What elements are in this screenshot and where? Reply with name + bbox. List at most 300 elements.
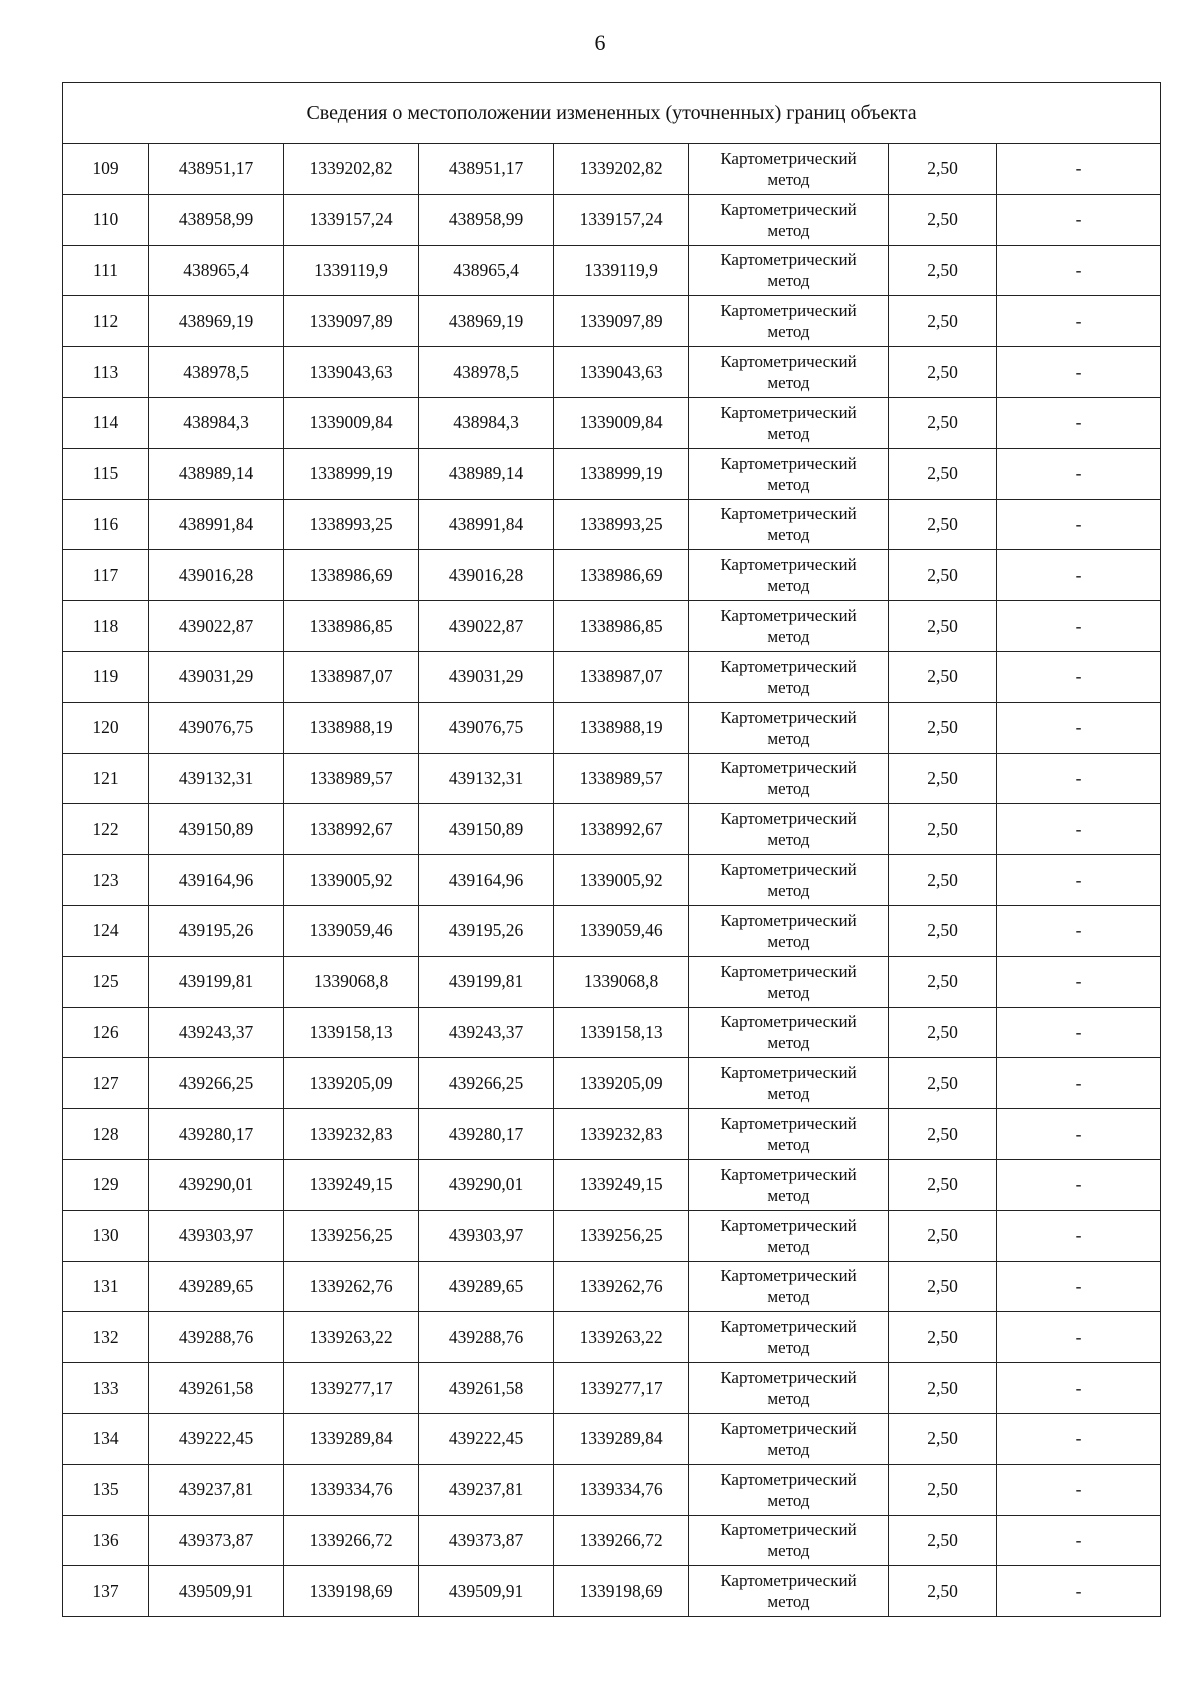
point-number-cell: 118 xyxy=(63,601,149,652)
method-cell xyxy=(689,397,889,448)
table-row xyxy=(63,1413,1161,1464)
method-line-1: Картометрический xyxy=(720,656,857,676)
existing-y-cell: 1339262,76 xyxy=(284,1261,419,1312)
point-number-cell: 132 xyxy=(63,1312,149,1363)
table-row xyxy=(63,1261,1161,1312)
existing-x-cell: 439280,17 xyxy=(149,1109,284,1160)
existing-y-cell: 1338986,85 xyxy=(284,601,419,652)
method-line-2: метод xyxy=(767,271,810,291)
point-number-cell: 133 xyxy=(63,1363,149,1414)
refined-x-cell: 439132,31 xyxy=(419,753,554,804)
table-row xyxy=(63,499,1161,550)
method-cell xyxy=(689,753,889,804)
accuracy-cell: 2,50 xyxy=(889,245,997,296)
refined-y-cell: 1339157,24 xyxy=(554,194,689,245)
point-number-cell: 111 xyxy=(63,245,149,296)
point-number-cell: 125 xyxy=(63,956,149,1007)
accuracy-cell: 2,50 xyxy=(889,499,997,550)
table-row xyxy=(63,956,1161,1007)
method-line-2: метод xyxy=(767,728,810,748)
existing-y-cell: 1339158,13 xyxy=(284,1007,419,1058)
point-number-cell: 129 xyxy=(63,1159,149,1210)
accuracy-cell: 2,50 xyxy=(889,702,997,753)
refined-x-cell: 439373,87 xyxy=(419,1515,554,1566)
existing-y-cell: 1339059,46 xyxy=(284,905,419,956)
existing-y-cell: 1339005,92 xyxy=(284,855,419,906)
method-line-2: метод xyxy=(767,1541,810,1561)
existing-x-cell: 438991,84 xyxy=(149,499,284,550)
refined-y-cell: 1339232,83 xyxy=(554,1109,689,1160)
table-row xyxy=(63,550,1161,601)
description-cell: - xyxy=(997,194,1161,245)
refined-x-cell: 439266,25 xyxy=(419,1058,554,1109)
method-line-2: метод xyxy=(767,474,810,494)
method-cell xyxy=(689,804,889,855)
table-row xyxy=(63,1566,1161,1617)
method-line-2: метод xyxy=(767,1287,810,1307)
table-row xyxy=(63,1007,1161,1058)
accuracy-cell: 2,50 xyxy=(889,1007,997,1058)
method-line-2: метод xyxy=(767,931,810,951)
table-row xyxy=(63,1515,1161,1566)
method-cell xyxy=(689,651,889,702)
method-line-2: метод xyxy=(767,1490,810,1510)
accuracy-cell: 2,50 xyxy=(889,296,997,347)
point-number-cell: 112 xyxy=(63,296,149,347)
method-line-1: Картометрический xyxy=(720,199,857,219)
method-line-2: метод xyxy=(767,982,810,1002)
accuracy-cell: 2,50 xyxy=(889,601,997,652)
point-number-cell: 128 xyxy=(63,1109,149,1160)
existing-x-cell: 438978,5 xyxy=(149,347,284,398)
table-row xyxy=(63,296,1161,347)
refined-x-cell: 439022,87 xyxy=(419,601,554,652)
existing-x-cell: 439199,81 xyxy=(149,956,284,1007)
existing-y-cell: 1339097,89 xyxy=(284,296,419,347)
method-line-2: метод xyxy=(767,830,810,850)
method-line-1: Картометрический xyxy=(720,1012,857,1032)
accuracy-cell: 2,50 xyxy=(889,1413,997,1464)
refined-x-cell: 439509,91 xyxy=(419,1566,554,1617)
method-line-2: метод xyxy=(767,1389,810,1409)
refined-y-cell: 1339068,8 xyxy=(554,956,689,1007)
refined-x-cell: 438951,17 xyxy=(419,144,554,195)
accuracy-cell: 2,50 xyxy=(889,651,997,702)
existing-y-cell: 1339198,69 xyxy=(284,1566,419,1617)
accuracy-cell: 2,50 xyxy=(889,144,997,195)
description-cell: - xyxy=(997,448,1161,499)
method-cell xyxy=(689,1210,889,1261)
method-line-1: Картометрический xyxy=(720,555,857,575)
method-cell xyxy=(689,144,889,195)
method-cell xyxy=(689,1464,889,1515)
method-line-1: Картометрический xyxy=(720,301,857,321)
method-cell xyxy=(689,601,889,652)
method-line-1: Картометрический xyxy=(720,961,857,981)
description-cell: - xyxy=(997,855,1161,906)
existing-y-cell: 1338988,19 xyxy=(284,702,419,753)
refined-y-cell: 1339158,13 xyxy=(554,1007,689,1058)
existing-y-cell: 1339289,84 xyxy=(284,1413,419,1464)
refined-y-cell: 1339198,69 xyxy=(554,1566,689,1617)
refined-x-cell: 439222,45 xyxy=(419,1413,554,1464)
table-row xyxy=(63,804,1161,855)
refined-y-cell: 1339202,82 xyxy=(554,144,689,195)
point-number-cell: 137 xyxy=(63,1566,149,1617)
point-number-cell: 136 xyxy=(63,1515,149,1566)
refined-y-cell: 1339334,76 xyxy=(554,1464,689,1515)
description-cell: - xyxy=(997,550,1161,601)
point-number-cell: 131 xyxy=(63,1261,149,1312)
existing-x-cell: 438951,17 xyxy=(149,144,284,195)
accuracy-cell: 2,50 xyxy=(889,347,997,398)
method-line-1: Картометрический xyxy=(720,504,857,524)
method-line-1: Картометрический xyxy=(720,1266,857,1286)
point-number-cell: 109 xyxy=(63,144,149,195)
method-cell xyxy=(689,1413,889,1464)
existing-x-cell: 439509,91 xyxy=(149,1566,284,1617)
refined-y-cell: 1339119,9 xyxy=(554,245,689,296)
description-cell: - xyxy=(997,1312,1161,1363)
accuracy-cell: 2,50 xyxy=(889,1363,997,1414)
existing-x-cell: 439076,75 xyxy=(149,702,284,753)
point-number-cell: 126 xyxy=(63,1007,149,1058)
method-cell xyxy=(689,448,889,499)
description-cell: - xyxy=(997,753,1161,804)
existing-x-cell: 439373,87 xyxy=(149,1515,284,1566)
method-line-2: метод xyxy=(767,1592,810,1612)
method-cell xyxy=(689,905,889,956)
refined-y-cell: 1339262,76 xyxy=(554,1261,689,1312)
existing-y-cell: 1339232,83 xyxy=(284,1109,419,1160)
refined-y-cell: 1339289,84 xyxy=(554,1413,689,1464)
refined-y-cell: 1339263,22 xyxy=(554,1312,689,1363)
table-row xyxy=(63,144,1161,195)
existing-x-cell: 439132,31 xyxy=(149,753,284,804)
refined-x-cell: 439303,97 xyxy=(419,1210,554,1261)
accuracy-cell: 2,50 xyxy=(889,194,997,245)
method-cell xyxy=(689,702,889,753)
existing-y-cell: 1339256,25 xyxy=(284,1210,419,1261)
refined-y-cell: 1338987,07 xyxy=(554,651,689,702)
method-cell xyxy=(689,956,889,1007)
existing-y-cell: 1338993,25 xyxy=(284,499,419,550)
table-row xyxy=(63,347,1161,398)
existing-x-cell: 439288,76 xyxy=(149,1312,284,1363)
method-line-1: Картометрический xyxy=(720,352,857,372)
description-cell: - xyxy=(997,296,1161,347)
existing-x-cell: 438965,4 xyxy=(149,245,284,296)
existing-y-cell: 1339068,8 xyxy=(284,956,419,1007)
table-title: Сведения о местоположении измененных (уточненных) границ объекта xyxy=(63,83,1161,144)
method-cell xyxy=(689,1007,889,1058)
accuracy-cell: 2,50 xyxy=(889,1515,997,1566)
description-cell: - xyxy=(997,1464,1161,1515)
description-cell: - xyxy=(997,601,1161,652)
refined-x-cell: 439150,89 xyxy=(419,804,554,855)
method-cell xyxy=(689,1261,889,1312)
method-line-2: метод xyxy=(767,1185,810,1205)
existing-y-cell: 1338999,19 xyxy=(284,448,419,499)
existing-y-cell: 1339263,22 xyxy=(284,1312,419,1363)
refined-x-cell: 439164,96 xyxy=(419,855,554,906)
refined-y-cell: 1339005,92 xyxy=(554,855,689,906)
method-cell xyxy=(689,1566,889,1617)
refined-y-cell: 1339009,84 xyxy=(554,397,689,448)
method-line-1: Картометрический xyxy=(720,910,857,930)
method-line-2: метод xyxy=(767,1084,810,1104)
method-cell xyxy=(689,1312,889,1363)
point-number-cell: 130 xyxy=(63,1210,149,1261)
method-line-2: метод xyxy=(767,1439,810,1459)
existing-x-cell: 439164,96 xyxy=(149,855,284,906)
existing-y-cell: 1339119,9 xyxy=(284,245,419,296)
point-number-cell: 115 xyxy=(63,448,149,499)
accuracy-cell: 2,50 xyxy=(889,1464,997,1515)
table-row xyxy=(63,855,1161,906)
refined-y-cell: 1338988,19 xyxy=(554,702,689,753)
table-row xyxy=(63,1058,1161,1109)
point-number-cell: 120 xyxy=(63,702,149,753)
table-row xyxy=(63,1312,1161,1363)
point-number-cell: 121 xyxy=(63,753,149,804)
existing-y-cell: 1339266,72 xyxy=(284,1515,419,1566)
refined-x-cell: 439288,76 xyxy=(419,1312,554,1363)
refined-x-cell: 438978,5 xyxy=(419,347,554,398)
method-line-1: Картометрический xyxy=(720,758,857,778)
description-cell: - xyxy=(997,1007,1161,1058)
refined-x-cell: 439243,37 xyxy=(419,1007,554,1058)
method-line-1: Картометрический xyxy=(720,1469,857,1489)
refined-y-cell: 1339059,46 xyxy=(554,905,689,956)
method-line-1: Картометрический xyxy=(720,707,857,727)
point-number-cell: 122 xyxy=(63,804,149,855)
method-cell xyxy=(689,347,889,398)
existing-x-cell: 439022,87 xyxy=(149,601,284,652)
method-line-1: Картометрический xyxy=(720,1368,857,1388)
existing-x-cell: 439016,28 xyxy=(149,550,284,601)
method-line-1: Картометрический xyxy=(720,1114,857,1134)
description-cell: - xyxy=(997,702,1161,753)
method-line-2: метод xyxy=(767,779,810,799)
existing-y-cell: 1339043,63 xyxy=(284,347,419,398)
refined-y-cell: 1338993,25 xyxy=(554,499,689,550)
refined-y-cell: 1339043,63 xyxy=(554,347,689,398)
point-number-cell: 113 xyxy=(63,347,149,398)
method-cell xyxy=(689,296,889,347)
method-line-2: метод xyxy=(767,220,810,240)
refined-x-cell: 438958,99 xyxy=(419,194,554,245)
existing-x-cell: 439266,25 xyxy=(149,1058,284,1109)
method-cell xyxy=(689,550,889,601)
accuracy-cell: 2,50 xyxy=(889,804,997,855)
table-row xyxy=(63,448,1161,499)
table-title-row xyxy=(63,83,1161,144)
refined-y-cell: 1339097,89 xyxy=(554,296,689,347)
table-row xyxy=(63,1464,1161,1515)
existing-x-cell: 439237,81 xyxy=(149,1464,284,1515)
method-cell xyxy=(689,499,889,550)
table-row xyxy=(63,1363,1161,1414)
method-line-1: Картометрический xyxy=(720,1164,857,1184)
table-body xyxy=(63,144,1161,1617)
refined-x-cell: 439199,81 xyxy=(419,956,554,1007)
method-cell xyxy=(689,245,889,296)
refined-x-cell: 438989,14 xyxy=(419,448,554,499)
refined-x-cell: 438965,4 xyxy=(419,245,554,296)
point-number-cell: 135 xyxy=(63,1464,149,1515)
existing-x-cell: 439195,26 xyxy=(149,905,284,956)
method-line-2: метод xyxy=(767,373,810,393)
description-cell: - xyxy=(997,245,1161,296)
description-cell: - xyxy=(997,651,1161,702)
refined-y-cell: 1339266,72 xyxy=(554,1515,689,1566)
method-line-1: Картометрический xyxy=(720,860,857,880)
refined-y-cell: 1338986,85 xyxy=(554,601,689,652)
description-cell: - xyxy=(997,499,1161,550)
method-cell xyxy=(689,194,889,245)
point-number-cell: 110 xyxy=(63,194,149,245)
method-line-1: Картометрический xyxy=(720,1215,857,1235)
existing-x-cell: 438984,3 xyxy=(149,397,284,448)
existing-x-cell: 439303,97 xyxy=(149,1210,284,1261)
existing-y-cell: 1339157,24 xyxy=(284,194,419,245)
existing-y-cell: 1339277,17 xyxy=(284,1363,419,1414)
refined-y-cell: 1339277,17 xyxy=(554,1363,689,1414)
point-number-cell: 117 xyxy=(63,550,149,601)
point-number-cell: 124 xyxy=(63,905,149,956)
method-cell xyxy=(689,1109,889,1160)
existing-x-cell: 439290,01 xyxy=(149,1159,284,1210)
refined-x-cell: 438991,84 xyxy=(419,499,554,550)
refined-x-cell: 439016,28 xyxy=(419,550,554,601)
accuracy-cell: 2,50 xyxy=(889,1109,997,1160)
refined-y-cell: 1339249,15 xyxy=(554,1159,689,1210)
description-cell: - xyxy=(997,347,1161,398)
point-number-cell: 127 xyxy=(63,1058,149,1109)
method-line-1: Картометрический xyxy=(720,606,857,626)
refined-x-cell: 439290,01 xyxy=(419,1159,554,1210)
table-row xyxy=(63,397,1161,448)
accuracy-cell: 2,50 xyxy=(889,1566,997,1617)
refined-x-cell: 439195,26 xyxy=(419,905,554,956)
table-row xyxy=(63,702,1161,753)
method-line-1: Картометрический xyxy=(720,1063,857,1083)
method-line-2: метод xyxy=(767,169,810,189)
accuracy-cell: 2,50 xyxy=(889,956,997,1007)
refined-x-cell: 439076,75 xyxy=(419,702,554,753)
accuracy-cell: 2,50 xyxy=(889,1159,997,1210)
table-row xyxy=(63,1109,1161,1160)
refined-y-cell: 1339256,25 xyxy=(554,1210,689,1261)
method-line-2: метод xyxy=(767,881,810,901)
refined-y-cell: 1339205,09 xyxy=(554,1058,689,1109)
description-cell: - xyxy=(997,144,1161,195)
existing-x-cell: 439222,45 xyxy=(149,1413,284,1464)
method-line-1: Картометрический xyxy=(720,1520,857,1540)
refined-y-cell: 1338986,69 xyxy=(554,550,689,601)
table-row xyxy=(63,601,1161,652)
method-line-1: Картометрический xyxy=(720,250,857,270)
table-row xyxy=(63,194,1161,245)
accuracy-cell: 2,50 xyxy=(889,448,997,499)
method-line-1: Картометрический xyxy=(720,402,857,422)
description-cell: - xyxy=(997,1058,1161,1109)
description-cell: - xyxy=(997,1413,1161,1464)
existing-y-cell: 1339334,76 xyxy=(284,1464,419,1515)
existing-y-cell: 1338987,07 xyxy=(284,651,419,702)
method-line-2: метод xyxy=(767,1236,810,1256)
refined-y-cell: 1338999,19 xyxy=(554,448,689,499)
existing-x-cell: 439243,37 xyxy=(149,1007,284,1058)
refined-x-cell: 439289,65 xyxy=(419,1261,554,1312)
existing-y-cell: 1339009,84 xyxy=(284,397,419,448)
method-line-2: метод xyxy=(767,1033,810,1053)
description-cell: - xyxy=(997,956,1161,1007)
table-row xyxy=(63,753,1161,804)
existing-x-cell: 438958,99 xyxy=(149,194,284,245)
method-line-1: Картометрический xyxy=(720,1418,857,1438)
accuracy-cell: 2,50 xyxy=(889,1261,997,1312)
table-row xyxy=(63,651,1161,702)
method-line-2: метод xyxy=(767,627,810,647)
table-row xyxy=(63,1210,1161,1261)
existing-y-cell: 1338986,69 xyxy=(284,550,419,601)
accuracy-cell: 2,50 xyxy=(889,397,997,448)
existing-y-cell: 1339205,09 xyxy=(284,1058,419,1109)
method-cell xyxy=(689,1515,889,1566)
existing-y-cell: 1339249,15 xyxy=(284,1159,419,1210)
description-cell: - xyxy=(997,1363,1161,1414)
table-row xyxy=(63,1159,1161,1210)
description-cell: - xyxy=(997,1566,1161,1617)
point-number-cell: 116 xyxy=(63,499,149,550)
point-number-cell: 119 xyxy=(63,651,149,702)
refined-x-cell: 439237,81 xyxy=(419,1464,554,1515)
accuracy-cell: 2,50 xyxy=(889,753,997,804)
method-line-2: метод xyxy=(767,677,810,697)
accuracy-cell: 2,50 xyxy=(889,550,997,601)
method-cell xyxy=(689,1159,889,1210)
method-line-1: Картометрический xyxy=(720,809,857,829)
description-cell: - xyxy=(997,1210,1161,1261)
accuracy-cell: 2,50 xyxy=(889,1210,997,1261)
refined-x-cell: 439031,29 xyxy=(419,651,554,702)
accuracy-cell: 2,50 xyxy=(889,905,997,956)
boundary-coordinates-table xyxy=(62,82,1161,1617)
point-number-cell: 114 xyxy=(63,397,149,448)
existing-x-cell: 439289,65 xyxy=(149,1261,284,1312)
method-line-2: метод xyxy=(767,525,810,545)
method-cell xyxy=(689,1058,889,1109)
point-number-cell: 123 xyxy=(63,855,149,906)
method-line-2: метод xyxy=(767,423,810,443)
method-line-1: Картометрический xyxy=(720,1571,857,1591)
method-cell xyxy=(689,1363,889,1414)
existing-x-cell: 438989,14 xyxy=(149,448,284,499)
method-line-2: метод xyxy=(767,1338,810,1358)
refined-x-cell: 438984,3 xyxy=(419,397,554,448)
existing-y-cell: 1338992,67 xyxy=(284,804,419,855)
method-line-1: Картометрический xyxy=(720,1317,857,1337)
point-number-cell: 134 xyxy=(63,1413,149,1464)
method-line-2: метод xyxy=(767,1135,810,1155)
method-line-2: метод xyxy=(767,576,810,596)
description-cell: - xyxy=(997,804,1161,855)
description-cell: - xyxy=(997,905,1161,956)
method-line-2: метод xyxy=(767,322,810,342)
existing-x-cell: 439031,29 xyxy=(149,651,284,702)
